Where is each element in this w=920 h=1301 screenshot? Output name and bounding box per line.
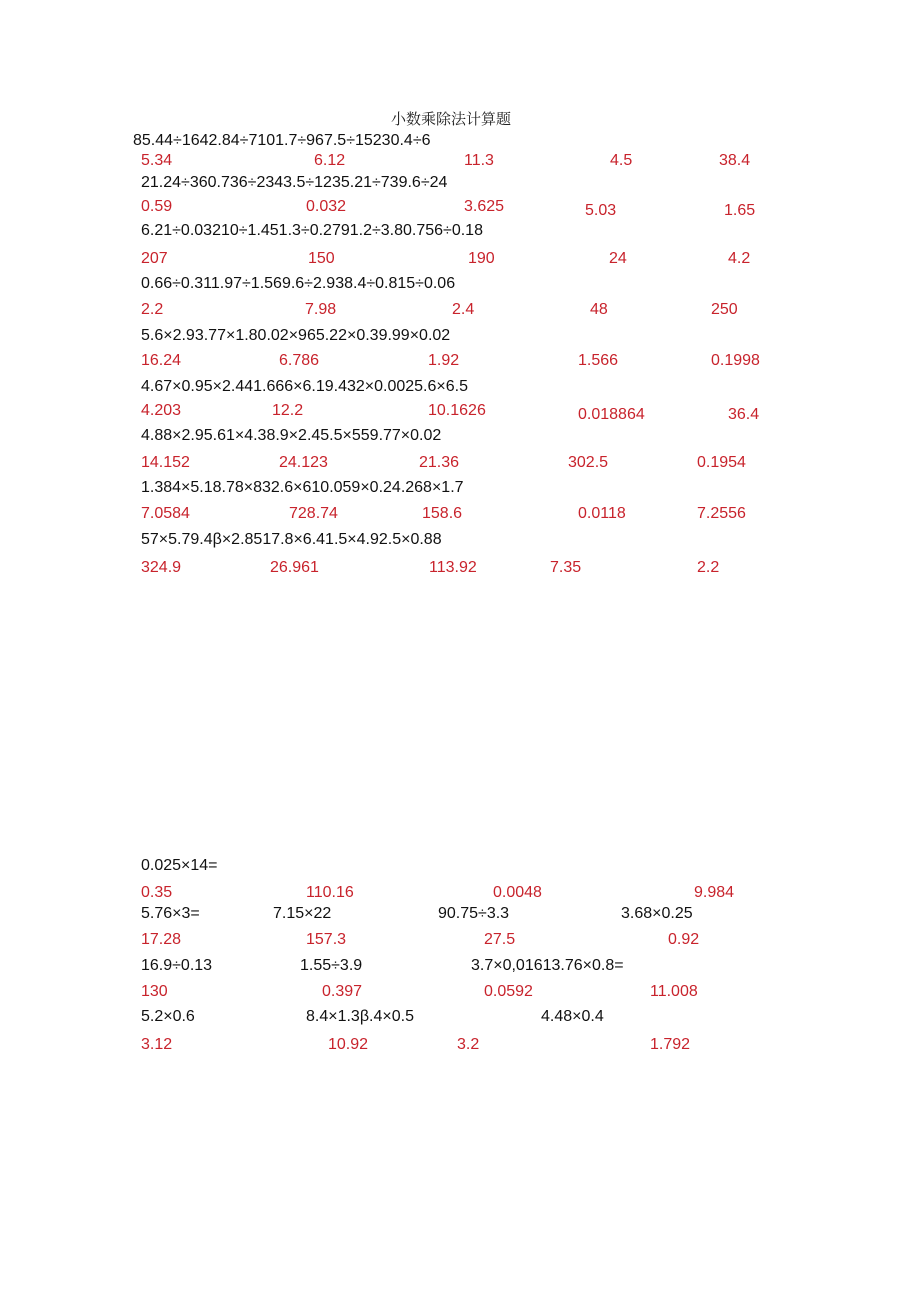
answer: 11.3 bbox=[464, 152, 494, 169]
answer: 24.123 bbox=[279, 454, 328, 471]
answer: 10.92 bbox=[328, 1036, 369, 1053]
question: 7.15×22 bbox=[273, 905, 332, 922]
answer: 2.2 bbox=[141, 301, 164, 318]
question-line: 85.44÷1642.84÷7101.7÷967.5÷15230.4÷6 bbox=[133, 132, 431, 149]
question-line: 5.6×2.93.77×1.80.02×965.22×0.39.99×0.02 bbox=[141, 327, 451, 344]
answer: 0.032 bbox=[306, 198, 347, 215]
question: 4.48×0.4 bbox=[541, 1008, 604, 1025]
answer: 7.35 bbox=[550, 559, 582, 576]
answer: 4.2 bbox=[728, 250, 751, 267]
answer: 1.92 bbox=[428, 352, 460, 369]
answer: 190 bbox=[468, 250, 495, 267]
answer: 7.2556 bbox=[697, 505, 746, 522]
answer: 26.961 bbox=[270, 559, 319, 576]
answer: 0.0118 bbox=[578, 505, 626, 522]
question-line: 4.88×2.95.61×4.38.9×2.45.5×559.77×0.02 bbox=[141, 427, 442, 444]
answer: 0.59 bbox=[141, 198, 173, 215]
answer: 16.24 bbox=[141, 352, 182, 369]
answer: 113.92 bbox=[429, 559, 477, 576]
question-line: 1.384×5.18.78×832.6×610.059×0.24.268×1.7 bbox=[141, 479, 464, 496]
answer: 207 bbox=[141, 250, 168, 267]
answer: 21.36 bbox=[419, 454, 460, 471]
answer: 0.1998 bbox=[711, 352, 760, 369]
question: 0.025×14= bbox=[141, 857, 218, 874]
question-line: 0.66÷0.311.97÷1.569.6÷2.938.4÷0.815÷0.06 bbox=[141, 275, 456, 292]
answer: 1.566 bbox=[578, 352, 619, 369]
answer: 3.12 bbox=[141, 1036, 173, 1053]
answer: 0.92 bbox=[668, 931, 700, 948]
answer: 157.3 bbox=[306, 931, 347, 948]
question: 16.9÷0.13 bbox=[141, 957, 213, 974]
answer: 7.0584 bbox=[141, 505, 190, 522]
answer: 9.984 bbox=[694, 884, 735, 901]
answer: 728.74 bbox=[289, 505, 338, 522]
answer: 4.5 bbox=[610, 152, 633, 169]
answer: 158.6 bbox=[422, 505, 463, 522]
answer: 0.0592 bbox=[484, 983, 533, 1000]
answer: 130 bbox=[141, 983, 168, 1000]
question-line: 6.21÷0.03210÷1.451.3÷0.2791.2÷3.80.756÷0.18 bbox=[141, 222, 483, 239]
answer: 110.16 bbox=[306, 884, 354, 901]
answer: 302.5 bbox=[568, 454, 609, 471]
answer: 7.98 bbox=[305, 301, 337, 318]
answer: 324.9 bbox=[141, 559, 182, 576]
answer: 2.2 bbox=[697, 559, 720, 576]
answer: 17.28 bbox=[141, 931, 182, 948]
answer: 150 bbox=[308, 250, 335, 267]
answer: 2.4 bbox=[452, 301, 475, 318]
answer: 0.0048 bbox=[493, 884, 542, 901]
answer: 36.4 bbox=[728, 406, 760, 423]
question-line: 4.67×0.95×2.441.666×6.19.432×0.0025.6×6.5 bbox=[141, 378, 468, 395]
question: 1.55÷3.9 bbox=[300, 957, 363, 974]
answer: 0.397 bbox=[322, 983, 363, 1000]
answer: 12.2 bbox=[272, 402, 304, 419]
answer: 6.786 bbox=[279, 352, 320, 369]
answer: 24 bbox=[609, 250, 627, 267]
answer: 5.03 bbox=[585, 202, 617, 219]
answer: 0.35 bbox=[141, 884, 173, 901]
answer: 38.4 bbox=[719, 152, 751, 169]
page-title: 小数乘除法计算题 bbox=[391, 110, 512, 128]
question-line: 57×5.79.4β×2.8517.8×6.41.5×4.92.5×0.88 bbox=[141, 531, 442, 548]
answer: 48 bbox=[590, 301, 608, 318]
question: 3.7×0,01613.76×0.8= bbox=[471, 957, 624, 974]
question: 3.68×0.25 bbox=[621, 905, 693, 922]
answer: 6.12 bbox=[314, 152, 346, 169]
question: 90.75÷3.3 bbox=[438, 905, 510, 922]
answer: 0.1954 bbox=[697, 454, 746, 471]
question-line: 21.24÷360.736÷2343.5÷1235.21÷739.6÷24 bbox=[141, 174, 448, 191]
answer: 27.5 bbox=[484, 931, 516, 948]
answer: 4.203 bbox=[141, 402, 182, 419]
answer: 14.152 bbox=[141, 454, 190, 471]
answer: 0.018864 bbox=[578, 406, 645, 423]
question: 8.4×1.3β.4×0.5 bbox=[306, 1008, 414, 1025]
answer: 3.625 bbox=[464, 198, 505, 215]
answer: 11.008 bbox=[650, 983, 698, 1000]
question: 5.76×3= bbox=[141, 905, 200, 922]
answer: 250 bbox=[711, 301, 738, 318]
answer: 1.792 bbox=[650, 1036, 691, 1053]
answer: 1.65 bbox=[724, 202, 756, 219]
question: 5.2×0.6 bbox=[141, 1008, 195, 1025]
answer: 3.2 bbox=[457, 1036, 480, 1053]
answer: 5.34 bbox=[141, 152, 173, 169]
answer: 10.1626 bbox=[428, 402, 486, 419]
